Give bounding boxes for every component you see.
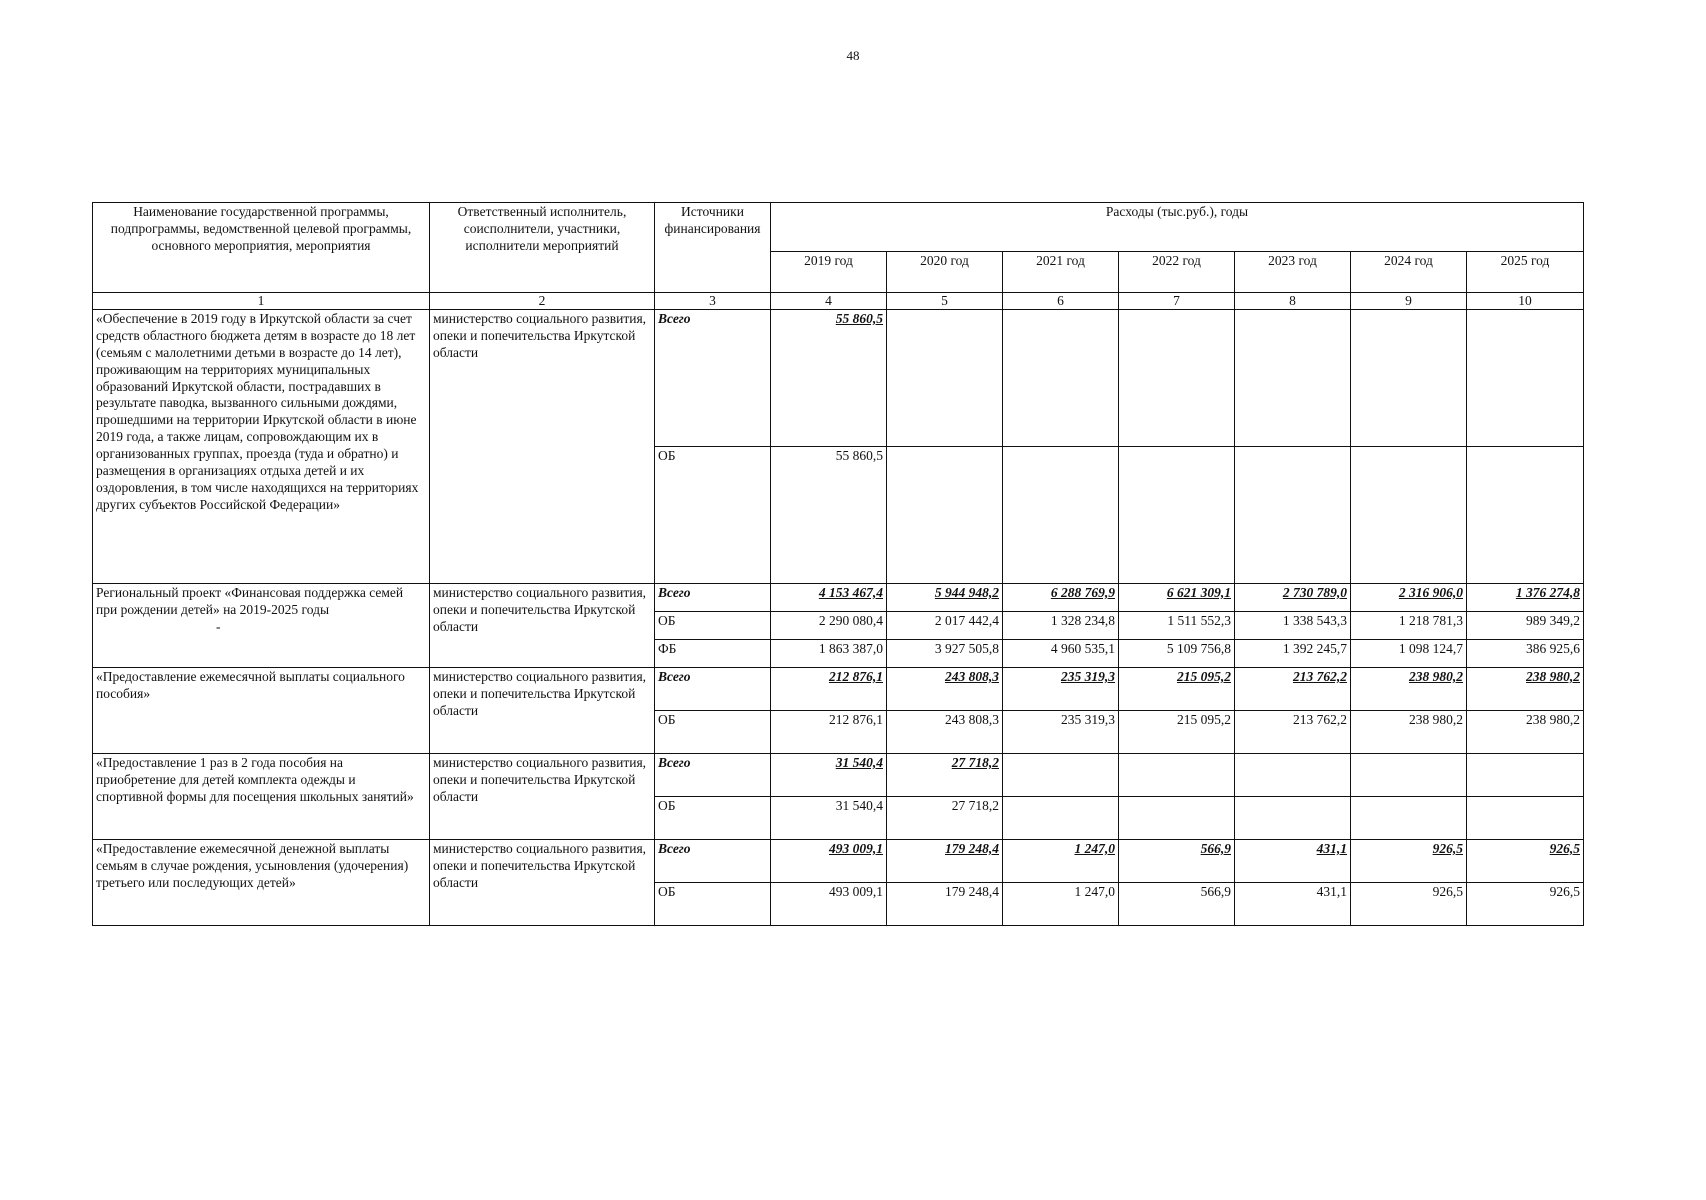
- expense-cell-2019: 1 863 387,0: [771, 640, 887, 668]
- column-index-6: 6: [1003, 293, 1119, 310]
- funding-source: ОБ: [655, 797, 771, 840]
- responsible-executor: министерство социального развития, опеки и попечительства Иркутской области: [430, 668, 655, 754]
- expense-cell-2025: 1 376 274,8: [1467, 584, 1584, 612]
- expense-cell-2024: 1 098 124,7: [1351, 640, 1467, 668]
- table-row: [93, 310, 1584, 447]
- responsible-executor: министерство социального развития, опеки и попечительства Иркутской области: [430, 584, 655, 668]
- expense-cell-2021: 4 960 535,1: [1003, 640, 1119, 668]
- funding-source: Всего: [655, 668, 771, 711]
- expense-cell-2020: 5 944 948,2: [887, 584, 1003, 612]
- expense-cell-2024: 926,5: [1351, 883, 1467, 926]
- expense-cell-2025: 386 925,6: [1467, 640, 1584, 668]
- column-index-9: 9: [1351, 293, 1467, 310]
- expense-cell-2024: 2 316 906,0: [1351, 584, 1467, 612]
- expense-cell-2022: [1119, 754, 1235, 797]
- expense-cell-2020: 3 927 505,8: [887, 640, 1003, 668]
- column-index-2: 2: [430, 293, 655, 310]
- expense-cell-2021: 1 247,0: [1003, 840, 1119, 883]
- program-name-text: «Обеспечение в 2019 году в Иркутской области за счет средств областного бюджета детям в возрасте до 18 лет (семьям с малолетними детьми в возрасте до 14 лет), проживающим на территориях муниципальных образований Иркутской области, пострадавших в результате паводка, вызванного сильными дождями, прошедшими на территории Иркутской области в июне 2019 года, а также лицам, сопровождающим их в организованных группах, проезда (туда и обратно) и размещения в организациях отдыха детей и их оздоровления, в том числе находящихся на территориях других субъектов Российской Федерации»: [96, 311, 419, 512]
- program-name: [93, 310, 430, 584]
- table-row: [93, 754, 1584, 797]
- expense-cell-2023: 431,1: [1235, 883, 1351, 926]
- expense-cell-2019: 212 876,1: [771, 711, 887, 754]
- expense-cell-2022: [1119, 447, 1235, 584]
- funding-source: ОБ: [655, 711, 771, 754]
- expense-cell-2025: [1467, 310, 1584, 447]
- expense-cell-2023: 213 762,2: [1235, 711, 1351, 754]
- expense-cell-2025: 238 980,2: [1467, 711, 1584, 754]
- column-index-1: 1: [93, 293, 430, 310]
- table-row: [93, 668, 1584, 711]
- column-index-8: 8: [1235, 293, 1351, 310]
- expense-cell-2021: 1 328 234,8: [1003, 612, 1119, 640]
- expense-cell-2021: 235 319,3: [1003, 668, 1119, 711]
- expense-cell-2019: 55 860,5: [771, 447, 887, 584]
- expense-cell-2020: 179 248,4: [887, 883, 1003, 926]
- expense-cell-2022: 215 095,2: [1119, 711, 1235, 754]
- header-year-3: 2021 год: [1003, 252, 1119, 293]
- expense-cell-2021: [1003, 447, 1119, 584]
- expense-cell-2023: 1 338 543,3: [1235, 612, 1351, 640]
- expense-cell-2023: [1235, 754, 1351, 797]
- program-name: [93, 668, 430, 754]
- expense-cell-2020: 2 017 442,4: [887, 612, 1003, 640]
- program-name: [93, 754, 430, 840]
- expense-cell-2019: 493 009,1: [771, 840, 887, 883]
- header-expenses: Расходы (тыс.руб.), годы: [771, 203, 1584, 252]
- expense-cell-2023: 2 730 789,0: [1235, 584, 1351, 612]
- column-index-row: [93, 293, 1584, 310]
- header-year-4: 2022 год: [1119, 252, 1235, 293]
- column-index-4: 4: [771, 293, 887, 310]
- expense-cell-2024: [1351, 797, 1467, 840]
- expense-cell-2024: [1351, 754, 1467, 797]
- expense-cell-2022: 566,9: [1119, 840, 1235, 883]
- program-name-text: Региональный проект «Финансовая поддержка семей при рождении детей» на 2019-2025 годы: [96, 585, 404, 617]
- expense-cell-2021: 1 247,0: [1003, 883, 1119, 926]
- expense-cell-2023: [1235, 447, 1351, 584]
- expense-cell-2025: 238 980,2: [1467, 668, 1584, 711]
- funding-source: Всего: [655, 840, 771, 883]
- expense-cell-2025: 926,5: [1467, 840, 1584, 883]
- funding-source: ОБ: [655, 883, 771, 926]
- expense-cell-2019: 212 876,1: [771, 668, 887, 711]
- header-program-name: Наименование государственной программы, подпрограммы, ведомственной целевой программы, основного мероприятия, мероприятия: [93, 203, 430, 293]
- header-year-2: 2020 год: [887, 252, 1003, 293]
- expense-cell-2024: [1351, 310, 1467, 447]
- expense-cell-2025: 926,5: [1467, 883, 1584, 926]
- expense-cell-2022: 566,9: [1119, 883, 1235, 926]
- expense-cell-2024: 926,5: [1351, 840, 1467, 883]
- expense-cell-2025: [1467, 754, 1584, 797]
- expense-cell-2020: 179 248,4: [887, 840, 1003, 883]
- funding-source: Всего: [655, 310, 771, 447]
- column-index-10: 10: [1467, 293, 1584, 310]
- program-name: [93, 840, 430, 926]
- responsible-executor: министерство социального развития, опеки и попечительства Иркутской области: [430, 754, 655, 840]
- program-name-extra: -: [216, 618, 221, 634]
- expense-cell-2021: 235 319,3: [1003, 711, 1119, 754]
- expense-cell-2019: 2 290 080,4: [771, 612, 887, 640]
- header-year-6: 2024 год: [1351, 252, 1467, 293]
- expense-cell-2020: [887, 310, 1003, 447]
- expense-cell-2021: [1003, 310, 1119, 447]
- expense-cell-2023: [1235, 797, 1351, 840]
- expense-cell-2023: 431,1: [1235, 840, 1351, 883]
- header-funding-source: Источники финансирования: [655, 203, 771, 293]
- expense-cell-2019: 55 860,5: [771, 310, 887, 447]
- expense-cell-2021: 6 288 769,9: [1003, 584, 1119, 612]
- header-executor: Ответственный исполнитель, соисполнители, участники, исполнители мероприятий: [430, 203, 655, 293]
- page-number: 48: [846, 48, 860, 63]
- program-name: [93, 584, 430, 668]
- funding-source: Всего: [655, 754, 771, 797]
- expense-cell-2021: [1003, 797, 1119, 840]
- expense-cell-2022: 5 109 756,8: [1119, 640, 1235, 668]
- program-name-text: «Предоставление ежемесячной денежной выплаты семьям в случае рождения, усыновления (удочерения) третьего или последующих детей»: [96, 841, 409, 890]
- expense-cell-2024: 238 980,2: [1351, 711, 1467, 754]
- budget-table: [92, 202, 1584, 926]
- header-year-7: 2025 год: [1467, 252, 1584, 293]
- program-name-text: «Предоставление 1 раз в 2 года пособия на приобретение для детей комплекта одежды и спортивной формы для посещения школьных занятий»: [96, 755, 414, 804]
- expense-cell-2022: [1119, 797, 1235, 840]
- responsible-executor: министерство социального развития, опеки и попечительства Иркутской области: [430, 310, 655, 584]
- funding-source: ОБ: [655, 447, 771, 584]
- expense-cell-2019: 4 153 467,4: [771, 584, 887, 612]
- expense-cell-2019: 493 009,1: [771, 883, 887, 926]
- column-index-3: 3: [655, 293, 771, 310]
- expense-cell-2024: 1 218 781,3: [1351, 612, 1467, 640]
- expense-cell-2022: 215 095,2: [1119, 668, 1235, 711]
- expense-cell-2020: 243 808,3: [887, 668, 1003, 711]
- expense-cell-2019: 31 540,4: [771, 797, 887, 840]
- expense-cell-2025: 989 349,2: [1467, 612, 1584, 640]
- column-index-5: 5: [887, 293, 1003, 310]
- expense-cell-2020: 27 718,2: [887, 754, 1003, 797]
- expense-cell-2020: [887, 447, 1003, 584]
- expense-cell-2022: 1 511 552,3: [1119, 612, 1235, 640]
- funding-source: ОБ: [655, 612, 771, 640]
- responsible-executor: министерство социального развития, опеки и попечительства Иркутской области: [430, 840, 655, 926]
- expense-cell-2024: 238 980,2: [1351, 668, 1467, 711]
- header-row: [93, 203, 1584, 252]
- expense-cell-2020: 243 808,3: [887, 711, 1003, 754]
- expense-cell-2023: 213 762,2: [1235, 668, 1351, 711]
- expense-cell-2022: 6 621 309,1: [1119, 584, 1235, 612]
- expense-cell-2023: [1235, 310, 1351, 447]
- column-index-7: 7: [1119, 293, 1235, 310]
- expense-cell-2023: 1 392 245,7: [1235, 640, 1351, 668]
- budget-table-container: [92, 202, 1583, 926]
- expense-cell-2019: 31 540,4: [771, 754, 887, 797]
- header-year-1: 2019 год: [771, 252, 887, 293]
- funding-source: Всего: [655, 584, 771, 612]
- expense-cell-2025: [1467, 447, 1584, 584]
- expense-cell-2024: [1351, 447, 1467, 584]
- table-row: [93, 840, 1584, 883]
- program-name-text: «Предоставление ежемесячной выплаты социального пособия»: [96, 669, 405, 701]
- expense-cell-2020: 27 718,2: [887, 797, 1003, 840]
- expense-cell-2025: [1467, 797, 1584, 840]
- expense-cell-2022: [1119, 310, 1235, 447]
- table-row: [93, 584, 1584, 612]
- expense-cell-2021: [1003, 754, 1119, 797]
- header-year-5: 2023 год: [1235, 252, 1351, 293]
- funding-source: ФБ: [655, 640, 771, 668]
